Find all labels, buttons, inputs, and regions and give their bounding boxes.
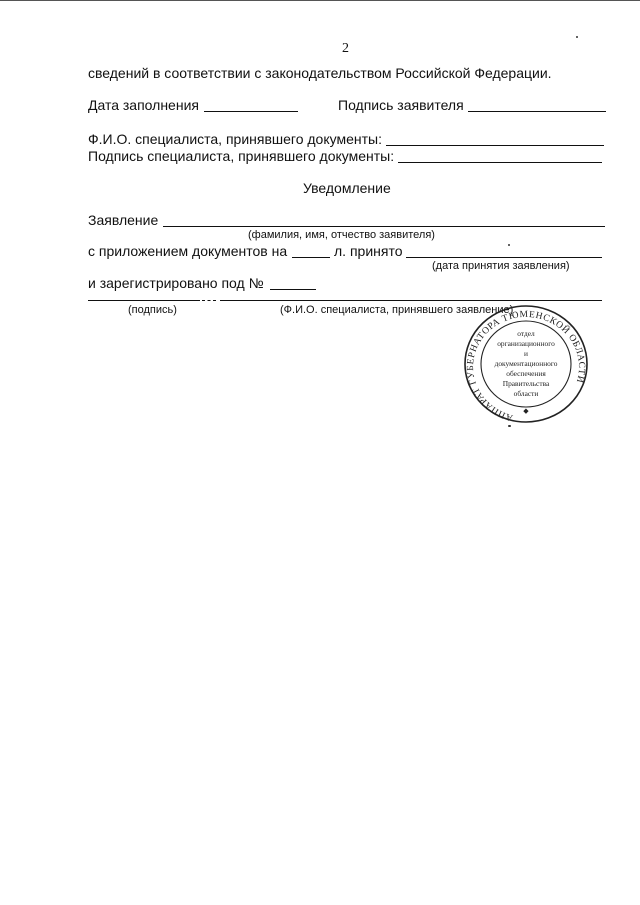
applicant-signature-field[interactable] (468, 111, 606, 112)
attachment-prefix: с приложением документов на (88, 243, 288, 259)
acceptance-date-caption: (дата принятия заявления) (432, 260, 570, 272)
stamp-line-6: Правительства (502, 379, 550, 388)
stamp-line-2: организационного (497, 339, 555, 348)
specialist-fio-field[interactable] (386, 145, 604, 146)
stamp-line-1: отдел (517, 329, 535, 338)
specialist-fio-label: Ф.И.О. специалиста, принявшего документы: (88, 131, 382, 147)
stamp-ring-text: АППАРАТ ГУБЕРНАТОРА ТЮМЕНСКОЙ ОБЛАСТИ (466, 309, 587, 423)
stamp-line-5: обеспечения (506, 369, 546, 378)
application-label: Заявление (88, 212, 159, 228)
acceptance-date-field[interactable] (406, 257, 602, 258)
specialist-name-caption: (Ф.И.О. специалиста, принявшего заявление) (280, 304, 514, 316)
specialist-signature-label: Подпись специалиста, принявшего документы: (88, 148, 395, 164)
continuation-text: сведений в соответствии с законодательством Российской Федерации. (88, 65, 552, 81)
scan-speck (576, 36, 578, 38)
scan-speck (508, 244, 510, 246)
attachment-suffix: л. принято (334, 243, 403, 259)
signature-caption: (подпись) (128, 304, 177, 316)
applicant-signature-label: Подпись заявителя (338, 97, 464, 113)
official-stamp (462, 303, 590, 425)
notice-heading: Уведомление (303, 180, 391, 196)
stamp-line-4: документационного (494, 359, 558, 368)
signature-divider (202, 300, 216, 301)
svg-text:◆: ◆ (523, 407, 529, 415)
registration-number-field[interactable] (270, 289, 316, 290)
stamp-line-3: и (524, 349, 528, 358)
page-count-field[interactable] (292, 257, 330, 258)
specialist-name-field[interactable] (220, 300, 602, 301)
registered-label: и зарегистрировано под № (88, 275, 264, 291)
page-number: 2 (342, 41, 349, 56)
scan-speck (508, 425, 511, 427)
fill-date-label: Дата заполнения (88, 97, 199, 113)
stamp-line-7: области (513, 389, 539, 398)
applicant-name-field[interactable] (163, 226, 605, 227)
specialist-signature-field[interactable] (398, 162, 602, 163)
signature-field[interactable] (88, 300, 200, 301)
applicant-name-caption: (фамилия, имя, отчество заявителя) (248, 229, 435, 241)
fill-date-field[interactable] (204, 111, 298, 112)
